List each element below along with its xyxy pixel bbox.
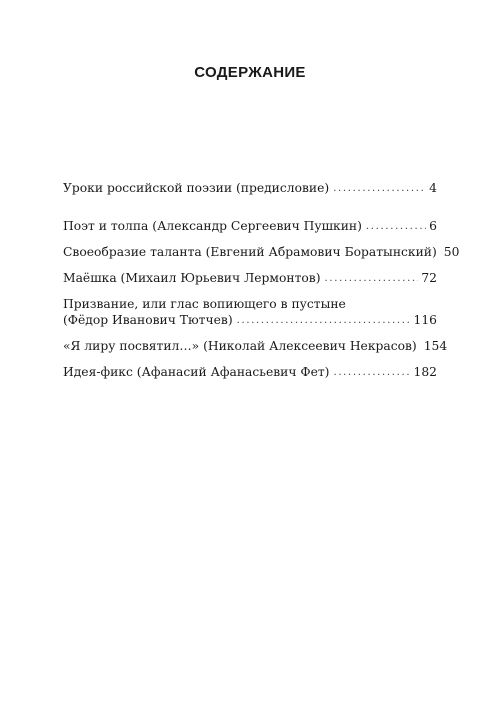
- toc-entry-page: 116: [413, 313, 437, 327]
- dot-leader: [333, 182, 426, 196]
- toc-entry: [63, 218, 437, 234]
- contents-heading: СОДЕРЖАНИЕ: [194, 64, 306, 81]
- table-of-contents: [63, 180, 460, 380]
- toc-entry-title: Своеобразие таланта (Евгений Абрамович Боратынский): [63, 245, 437, 259]
- toc-entry-title: Идея-фикс (Афанасий Афанасьевич Фет): [63, 365, 330, 379]
- toc-entry-page: 72: [421, 271, 437, 285]
- toc-entry-page: 6: [429, 219, 437, 233]
- toc-entry: [63, 338, 448, 354]
- toc-entry-title: Уроки российской поэзии (предисловие): [63, 181, 330, 195]
- toc-entry-multiline: [63, 296, 437, 328]
- toc-entry-page: 182: [413, 365, 437, 379]
- toc-entry: [63, 270, 437, 286]
- toc-entry: [63, 180, 437, 196]
- toc-entry-title: Маёшка (Михаил Юрьевич Лермонтов): [63, 271, 321, 285]
- toc-entry: [63, 364, 437, 380]
- toc-entry-title-line1: Призвание, или глас вопиющего в пустыне: [63, 297, 346, 311]
- toc-entry-page: 4: [429, 181, 437, 195]
- dot-leader: [366, 220, 426, 234]
- toc-entry-title: «Я лиру посвятил…» (Николай Алексеевич Некрасов): [63, 339, 417, 353]
- dot-leader: [237, 314, 411, 328]
- toc-entry: [63, 244, 460, 260]
- dot-leader: [325, 272, 419, 286]
- toc-entry-title-line2: (Фёдор Иванович Тютчев): [63, 313, 233, 327]
- toc-entry-page: 154: [423, 339, 448, 353]
- dot-leader: [333, 366, 410, 380]
- toc-entry-page: 50: [443, 245, 460, 259]
- toc-entry-title: Поэт и толпа (Александр Сергеевич Пушкин): [63, 219, 362, 233]
